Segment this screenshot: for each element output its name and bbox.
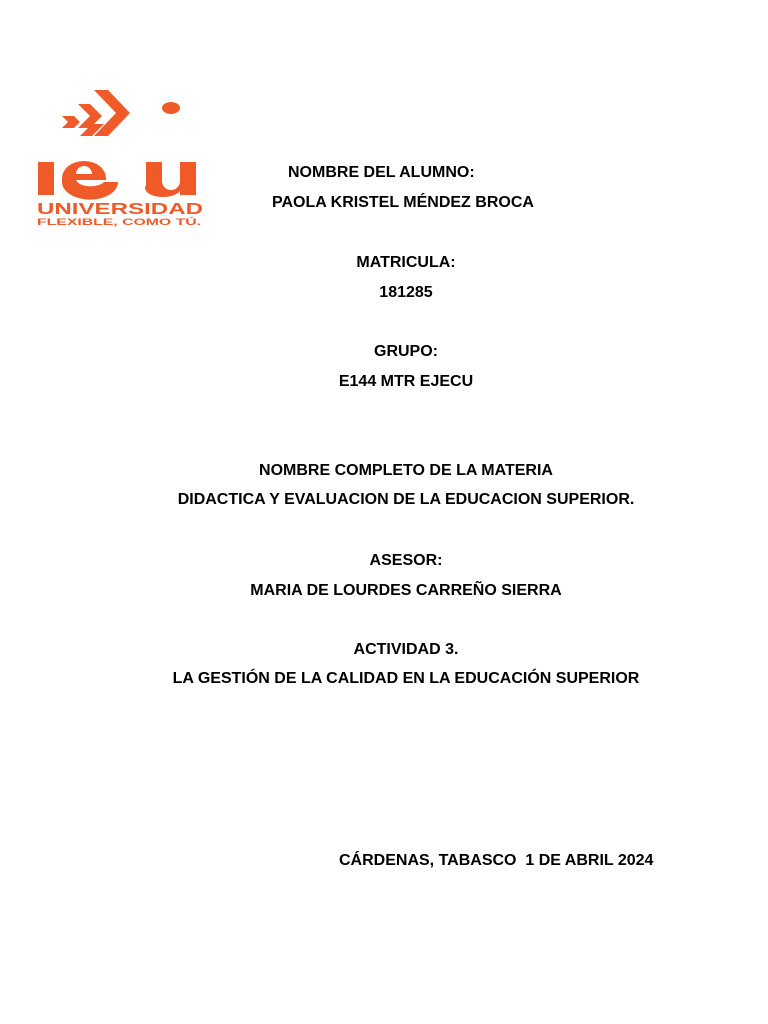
matricula-value: 181285 <box>379 284 433 301</box>
materia-label: NOMBRE COMPLETO DE LA MATERIA <box>259 462 553 479</box>
materia-value: DIDACTICA Y EVALUACION DE LA EDUCACION SUPERIOR. <box>177 491 635 508</box>
ieu-logo <box>34 88 209 228</box>
grupo-label: GRUPO: <box>374 343 438 360</box>
student-name: PAOLA KRISTEL MÉNDEZ BROCA <box>272 194 534 211</box>
matricula-label: MATRICULA: <box>356 254 456 271</box>
logo-line1: UNIVERSIDAD <box>37 201 203 218</box>
asesor-value: MARIA DE LOURDES CARREÑO SIERRA <box>250 582 562 599</box>
place-date: CÁRDENAS, TABASCO 1 DE ABRIL 2024 <box>339 852 654 869</box>
asesor-label: ASESOR: <box>369 552 443 569</box>
actividad-value: LA GESTIÓN DE LA CALIDAD EN LA EDUCACIÓN SUPERIOR <box>172 670 640 687</box>
actividad-label: ACTIVIDAD 3. <box>353 641 459 658</box>
student-label: NOMBRE DEL ALUMNO: <box>288 164 475 181</box>
grupo-value: E144 MTR EJECU <box>338 373 474 390</box>
logo-line2: FLEXIBLE, COMO TÚ. <box>37 217 131 227</box>
